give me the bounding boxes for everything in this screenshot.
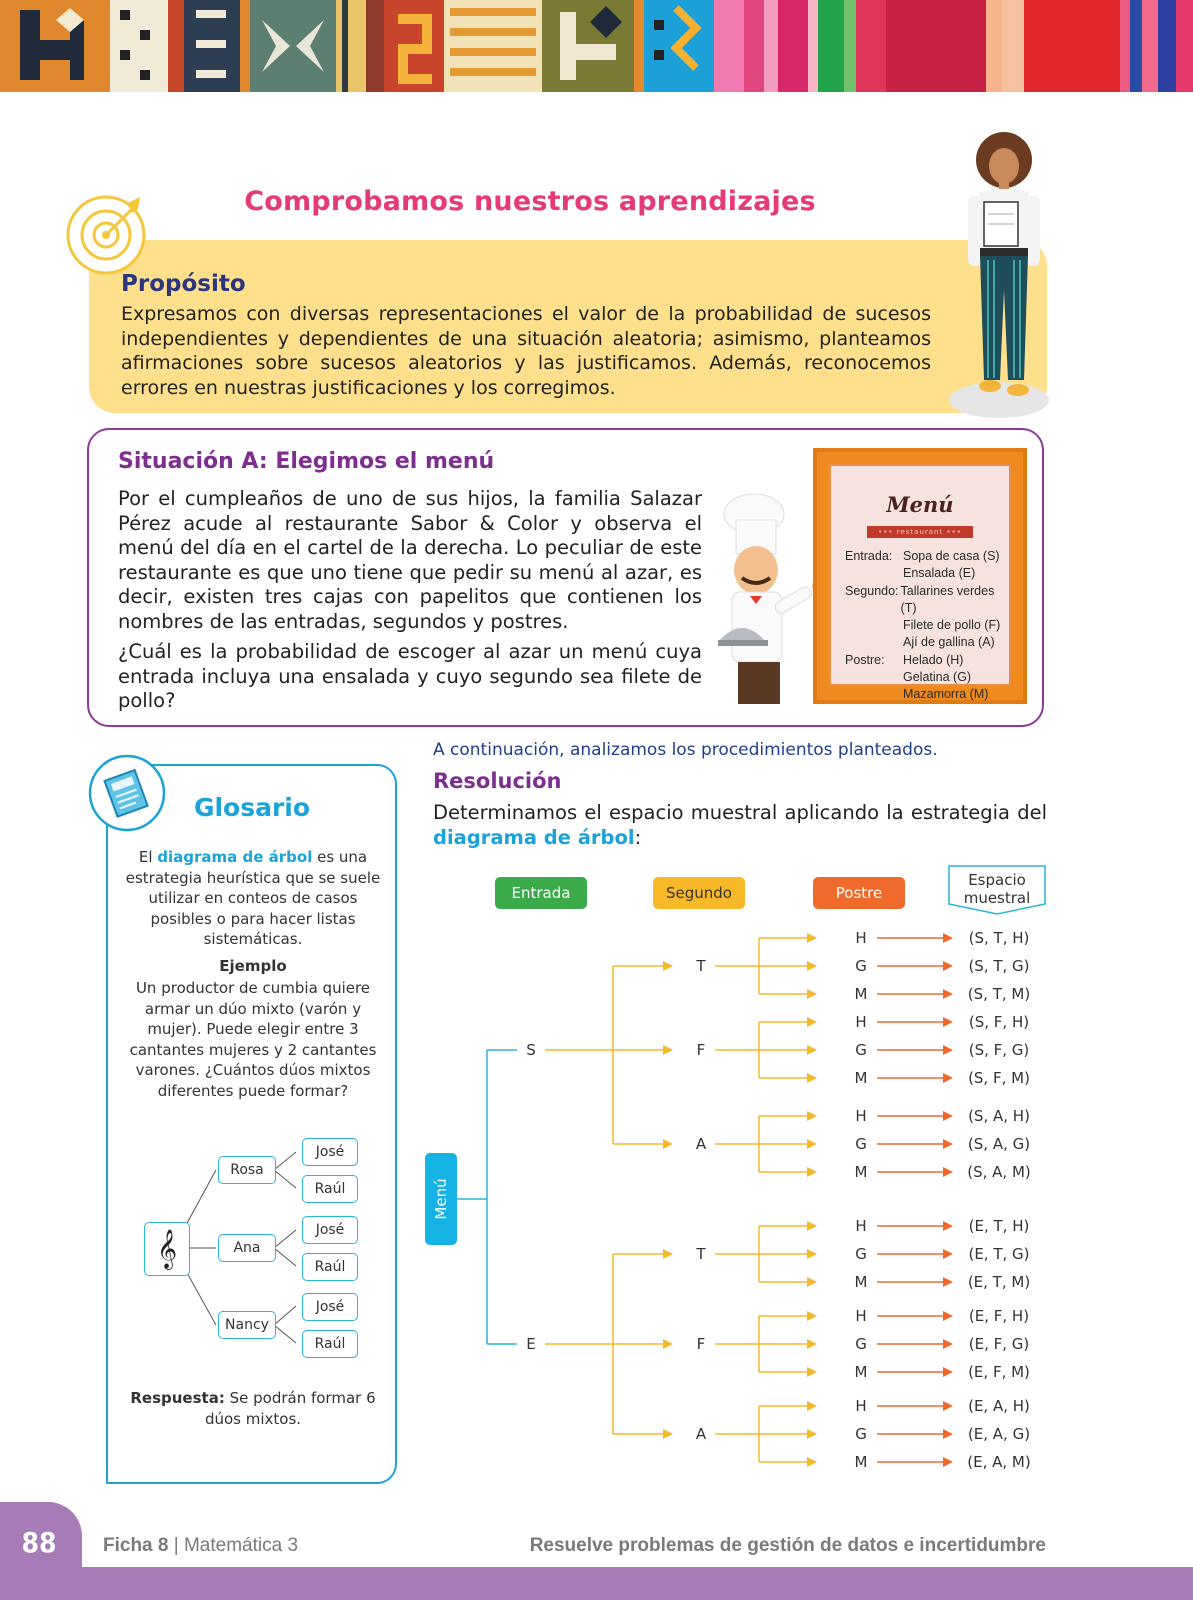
root-label: Menú [432, 1178, 450, 1220]
postre-node: G [855, 1135, 867, 1153]
outcome-label: (S, A, M) [967, 1163, 1031, 1181]
postre-node: M [854, 985, 868, 1003]
segundo-node: F [696, 1041, 706, 1059]
music-note-icon: 𝄞 [144, 1222, 190, 1276]
woman-node: Ana [218, 1234, 276, 1262]
segundo-node: A [695, 1425, 707, 1443]
postre-arrow-head [807, 1339, 817, 1349]
analyze-line: A continuación, analizamos los procedimientos planteados. [433, 740, 938, 760]
menu-row [845, 617, 1009, 634]
menu-row-key: Segundo: [845, 583, 899, 598]
resolution-title: Resolución [433, 769, 562, 793]
glossary-text-prefix: El [138, 848, 158, 866]
menu-row-key [845, 617, 903, 634]
postre-arrow-head [807, 1167, 817, 1177]
postre-arrow-head [807, 1221, 817, 1231]
segundo-arrow-head [663, 1429, 673, 1439]
example-text: Un productor de cumbia quiere armar un dúo mixto (varón y mujer). Puede elegir entre 3 cantantes mujeres y 2 cantantes varones. ¿Cuántos dúos mixtos diferentes puede formar? [129, 979, 377, 1100]
postre-arrow-head [807, 1073, 817, 1083]
postre-node: H [855, 1397, 867, 1415]
man-node: José [302, 1293, 358, 1321]
header-espacio-line: Espacio [968, 871, 1026, 889]
outcome-label: (E, F, H) [968, 1307, 1030, 1325]
outcome-arrow-head [943, 933, 953, 943]
man-node: Raúl [302, 1330, 358, 1358]
entrada-node: S [526, 1041, 536, 1059]
woman-node: Rosa [218, 1156, 276, 1184]
menu-row-key [845, 565, 903, 582]
menu-row [845, 686, 1009, 703]
outcome-label: (S, A, G) [967, 1135, 1031, 1153]
segundo-node: A [695, 1135, 707, 1153]
menu-row-value: Mazamorra (M) [903, 687, 989, 702]
menu-row-value: Sopa de casa (S) [903, 549, 1000, 563]
menu-row-key [845, 686, 903, 703]
segundo-arrow-head [663, 1139, 673, 1149]
postre-arrow-head [807, 1457, 817, 1467]
postre-arrow-head [807, 961, 817, 971]
outcome-label: (E, A, M) [967, 1453, 1031, 1471]
postre-node: H [855, 929, 867, 947]
example-answer [124, 1388, 382, 1429]
menu-heading: Menú [886, 492, 954, 517]
footer-separator: | [173, 1535, 179, 1556]
outcome-arrow-head [943, 1311, 953, 1321]
outcome-label: (E, T, M) [967, 1273, 1031, 1291]
segundo-arrow-head [663, 1339, 673, 1349]
glossary-keyword: diagrama de árbol [157, 848, 313, 866]
postre-node: G [855, 1335, 867, 1353]
page-number: 88 [21, 1526, 57, 1559]
outcome-label: (S, T, H) [968, 929, 1030, 947]
situation-title: Situación A: Elegimos el menú [118, 449, 495, 474]
outcome-arrow-head [943, 1167, 953, 1177]
menu-board [813, 448, 1027, 704]
postre-node: G [855, 1425, 867, 1443]
man-node: Raúl [302, 1253, 358, 1281]
outcome-label: (S, T, G) [968, 957, 1030, 975]
outcome-label: (E, F, M) [968, 1363, 1030, 1381]
postre-arrow-head [807, 1045, 817, 1055]
menu-row-value: Ají de gallina (A) [903, 635, 995, 650]
postre-arrow-head [807, 1111, 817, 1121]
entrada-node: E [526, 1335, 536, 1353]
outcome-arrow-head [943, 989, 953, 999]
outcome-arrow-head [943, 1339, 953, 1349]
postre-arrow-head [807, 1277, 817, 1287]
header-postre: Postre [835, 884, 883, 902]
outcome-label: (E, F, G) [968, 1335, 1030, 1353]
header-entrada: Entrada [511, 884, 571, 902]
postre-node: M [854, 1069, 868, 1087]
menu-row [845, 652, 1009, 669]
student-illustration [944, 130, 1054, 430]
glossary-title: Glosario [193, 793, 311, 822]
ficha-label: Ficha 8 [103, 1535, 169, 1556]
outcome-label: (S, F, M) [968, 1069, 1030, 1087]
menu-row-value: Tallarines verdes (T) [900, 583, 995, 615]
postre-node: M [854, 1363, 868, 1381]
postre-node: G [855, 957, 867, 975]
outcome-label: (E, A, G) [967, 1425, 1031, 1443]
situation-question: ¿Cuál es la probabilidad de escoger al azar un menú cuya entrada incluya una ensalada y cuyo segundo sea filete de pollo? [118, 640, 702, 712]
menu-row [845, 634, 1009, 651]
postre-arrow-head [807, 1367, 817, 1377]
outcome-label: (E, T, H) [968, 1217, 1030, 1235]
section-title: Comprobamos nuestros aprendizajes [244, 186, 816, 217]
situation-text: Por el cumpleaños de uno de sus hijos, la familia Salazar Pérez acude al restaurante Sabor & Color y observa el menú del día en el cartel de la derecha. Lo peculiar de este restaurante es que uno tiene que pedir su menú al azar, es decir, existen tres cajas con papelitos que contienen los nombres de las entradas, segundos y postres. [118, 487, 702, 633]
menu-row-key [845, 669, 903, 686]
postre-arrow-head [807, 989, 817, 999]
answer-text: Se podrán formar 6 dúos mixtos. [204, 1389, 376, 1428]
outcome-arrow-head [943, 1429, 953, 1439]
postre-node: M [854, 1453, 868, 1471]
outcome-arrow-head [943, 1249, 953, 1259]
footer-subject: Matemática 3 [183, 1535, 299, 1556]
outcome-label: (S, A, H) [968, 1107, 1030, 1125]
postre-node: H [855, 1013, 867, 1031]
postre-node: M [854, 1163, 868, 1181]
menu-row-key [845, 634, 903, 651]
menu-row-value: Filete de pollo (F) [903, 618, 1001, 633]
menu-row-value: Ensalada (E) [903, 566, 976, 581]
menu-row [845, 548, 1009, 565]
menu-row-key: Postre: [845, 652, 885, 667]
outcome-arrow-head [943, 1139, 953, 1149]
postre-arrow-head [807, 1017, 817, 1027]
answer-label: Respuesta: [130, 1389, 225, 1407]
outcome-arrow-head [943, 1221, 953, 1231]
postre-node: H [855, 1217, 867, 1235]
resolution-text-before: Determinamos el espacio muestral aplicando la estrategia del [433, 801, 1047, 824]
man-node: José [302, 1216, 358, 1244]
resolution-text [433, 801, 1047, 850]
outcome-label: (E, A, H) [968, 1397, 1030, 1415]
purpose-title: Propósito [121, 271, 246, 297]
segundo-node: T [696, 1245, 706, 1263]
postre-node: M [854, 1273, 868, 1291]
menu-row-value: Gelatina (G) [903, 670, 972, 685]
footer-bar [0, 1567, 1193, 1600]
outcome-arrow-head [943, 1073, 953, 1083]
example-title: Ejemplo [219, 957, 287, 975]
tree-diagram-svg [425, 860, 1065, 1480]
postre-node: G [855, 1245, 867, 1263]
menu-row [845, 669, 1009, 686]
postre-arrow-head [807, 1429, 817, 1439]
menu-row-key: Entrada: [845, 549, 893, 563]
segundo-arrow-head [663, 1249, 673, 1259]
header-banner [0, 0, 1193, 92]
segundo-arrow-head [663, 961, 673, 971]
menu-row [845, 583, 1009, 618]
menu-board-inner [829, 464, 1011, 702]
purpose-text: Expresamos con diversas representaciones el valor de la probabilidad de sucesos independientes y dependientes de una situación aleatoria; asimismo, planteamos afirmaciones sobre sucesos aleatorios y las justificamos. Además, reconocemos errores en nuestras justificaciones y los corregimos. [121, 303, 931, 399]
outcome-arrow-head [943, 1401, 953, 1411]
postre-arrow-head [807, 1401, 817, 1411]
segundo-node: T [696, 957, 706, 975]
outcome-arrow-head [943, 1017, 953, 1027]
outcome-arrow-head [943, 1277, 953, 1287]
postre-node: H [855, 1107, 867, 1125]
outcome-label: (E, T, G) [968, 1245, 1030, 1263]
outcome-arrow-head [943, 961, 953, 971]
menu-row-value: Helado (H) [903, 652, 964, 667]
woman-node: Nancy [218, 1311, 276, 1339]
segundo-arrow-head [663, 1045, 673, 1055]
resolution-text-after: : [634, 825, 642, 849]
man-node: Raúl [302, 1175, 358, 1203]
menu-row [845, 565, 1009, 582]
segundo-node: F [696, 1335, 706, 1353]
outcome-label: (S, F, G) [968, 1041, 1030, 1059]
postre-node: G [855, 1041, 867, 1059]
target-icon [66, 193, 150, 277]
outcome-label: (S, T, M) [967, 985, 1031, 1003]
outcome-arrow-head [943, 1111, 953, 1121]
menu-list [845, 548, 1009, 704]
glossary-text-suffix: es una estrategia heurística que se suele utilizar en conteos de casos posibles o para hacer listas sistemáticas. [125, 848, 381, 948]
outcome-arrow-head [943, 1367, 953, 1377]
postre-arrow-head [807, 1139, 817, 1149]
footer-ficha [103, 1535, 298, 1557]
man-node: José [302, 1138, 358, 1166]
outcome-arrow-head [943, 1045, 953, 1055]
header-segundo: Segundo [666, 884, 732, 902]
outcome-arrow-head [943, 1457, 953, 1467]
postre-node: H [855, 1307, 867, 1325]
glossary-tree [140, 1130, 380, 1370]
resolution-keyword: diagrama de árbol [433, 825, 635, 849]
postre-arrow-head [807, 1311, 817, 1321]
postre-arrow-head [807, 933, 817, 943]
footer-competence: Resuelve problemas de gestión de datos e incertidumbre [529, 1535, 1046, 1556]
tree-diagram [425, 860, 1065, 1480]
header-espacio-line: muestral [963, 889, 1031, 907]
menu-ribbon: ••• restaurant ••• [867, 526, 973, 538]
glossary-definition [124, 847, 382, 950]
postre-arrow-head [807, 1249, 817, 1259]
outcome-label: (S, F, H) [968, 1013, 1030, 1031]
